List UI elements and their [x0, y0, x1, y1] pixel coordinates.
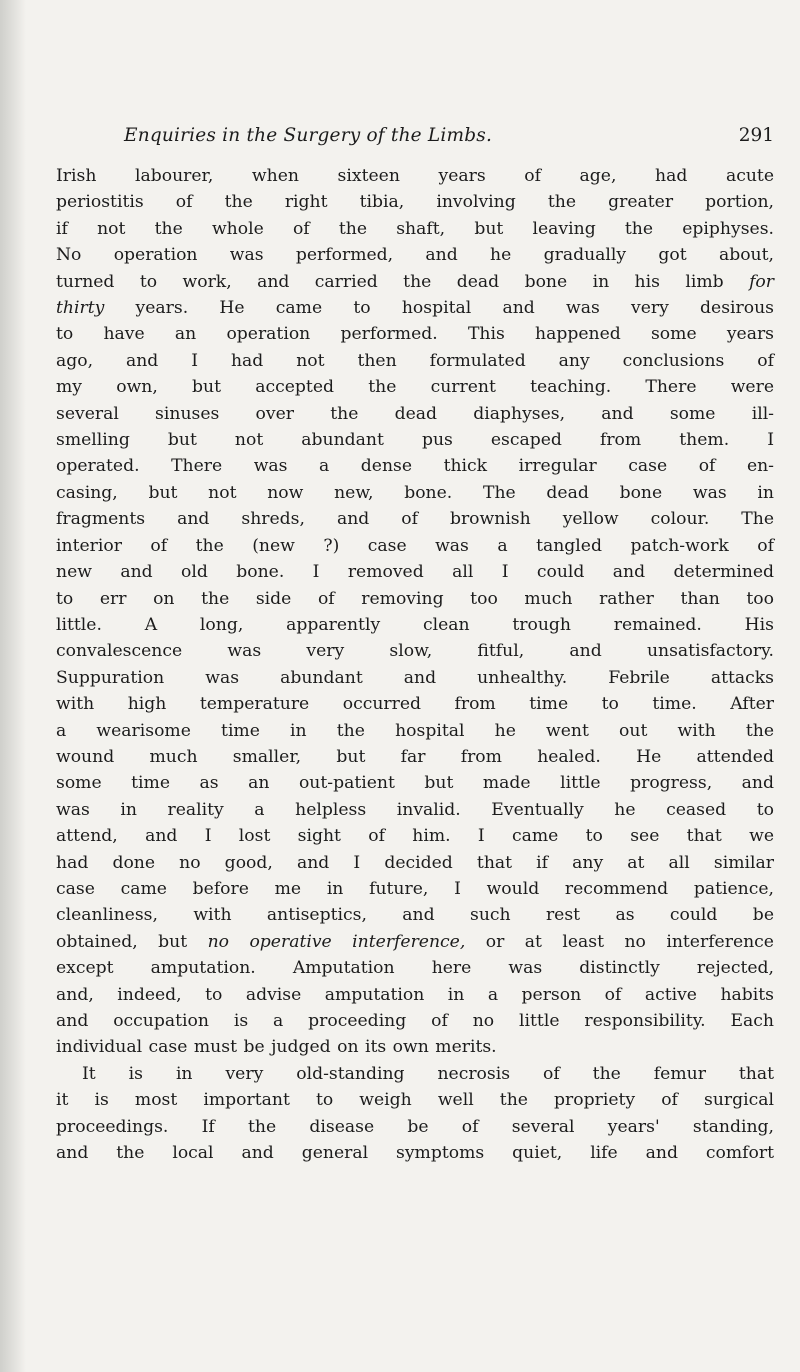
text-line: my own, but accepted the current teaching. There were: [56, 377, 774, 398]
text-line: several sinuses over the dead diaphyses, and some ill-: [56, 403, 774, 424]
text-line: except amputation. Amputation here was distinctly rejected,: [56, 958, 774, 979]
text-line: wound much smaller, but far from healed. He attended: [56, 746, 774, 767]
text-line: casing, but not now new, bone. The dead bone was in: [56, 482, 774, 503]
text-line: proceedings. If the disease be of several years' standing,: [56, 1116, 774, 1137]
body-text: [56, 163, 774, 1166]
italic-phrase: for: [749, 271, 774, 292]
text-line: case came before me in future, I would recommend patience,: [56, 878, 774, 899]
text-line: new and old bone. I removed all I could and determined: [56, 562, 774, 583]
text-line: convalescence was very slow, fitful, and unsatisfactory.: [56, 641, 774, 662]
text-line-with-italic: turned to work, and carried the dead bone in his limb for: [56, 271, 774, 292]
text-line: and occupation is a proceeding of no little responsibility. Each: [56, 1011, 774, 1031]
text-line: attend, and I lost sight of him. I came to see that we: [56, 826, 774, 847]
text-line: Suppuration was abundant and unhealthy. Febrile attacks: [56, 667, 774, 688]
text-line: a wearisome time in the hospital he went out with the: [56, 720, 774, 741]
text-line: operated. There was a dense thick irregular case of en-: [56, 456, 774, 477]
text-line: little. A long, apparently clean trough remained. His: [56, 614, 774, 635]
paragraph-2: [56, 1061, 774, 1167]
text-line: smelling but not abundant pus escaped from them. I: [56, 430, 774, 451]
running-title: Enquiries in the Surgery of the Limbs.: [124, 125, 493, 146]
text-line: to have an operation performed. This happened some years: [56, 324, 774, 345]
page-number: 291: [738, 125, 774, 146]
text-line: if not the whole of the shaft, but leaving the epiphyses.: [56, 218, 774, 239]
text-line: Irish labourer, when sixteen years of age, had acute: [56, 166, 774, 186]
italic-phrase: thirty: [56, 298, 105, 319]
page-header: [124, 125, 774, 157]
text-line-with-italic: obtained, but no operative interference, or at least no interference: [56, 931, 774, 952]
text-line: No operation was performed, and he gradually got about,: [56, 245, 774, 266]
text-line: to err on the side of removing too much rather than too: [56, 588, 774, 609]
text-line: fragments and shreds, and of brownish yellow colour. The: [56, 509, 774, 530]
text-line: some time as an out-patient but made little progress, and: [56, 773, 774, 794]
text-line: individual case must be judged on its own merits.: [56, 1037, 497, 1058]
paragraph-1: [56, 163, 774, 1061]
book-page: [56, 125, 774, 1166]
text-line: was in reality a helpless invalid. Eventually he ceased to: [56, 799, 774, 820]
text-line: had done no good, and I decided that if any at all similar: [56, 852, 774, 873]
text-line: and, indeed, to advise amputation in a person of active habits: [56, 984, 774, 1005]
text-line: It is in very old-standing necrosis of the femur that: [82, 1063, 774, 1084]
page-gutter-shadow: [0, 0, 26, 1372]
text-line: periostitis of the right tibia, involving the greater portion,: [56, 192, 774, 213]
text-line: cleanliness, with antiseptics, and such rest as could be: [56, 905, 774, 926]
text-line: ago, and I had not then formulated any conclusions of: [56, 350, 774, 371]
text-line: and the local and general symptoms quiet, life and comfort: [56, 1143, 774, 1164]
text-line: it is most important to weigh well the propriety of surgical: [56, 1090, 774, 1111]
text-line: interior of the (new ?) case was a tangled patch-work of: [56, 535, 774, 556]
text-line-with-italic: thirty years. He came to hospital and was very desirous: [56, 298, 774, 319]
italic-phrase: no operative interference,: [207, 931, 466, 952]
text-line: with high temperature occurred from time to time. After: [56, 694, 774, 715]
